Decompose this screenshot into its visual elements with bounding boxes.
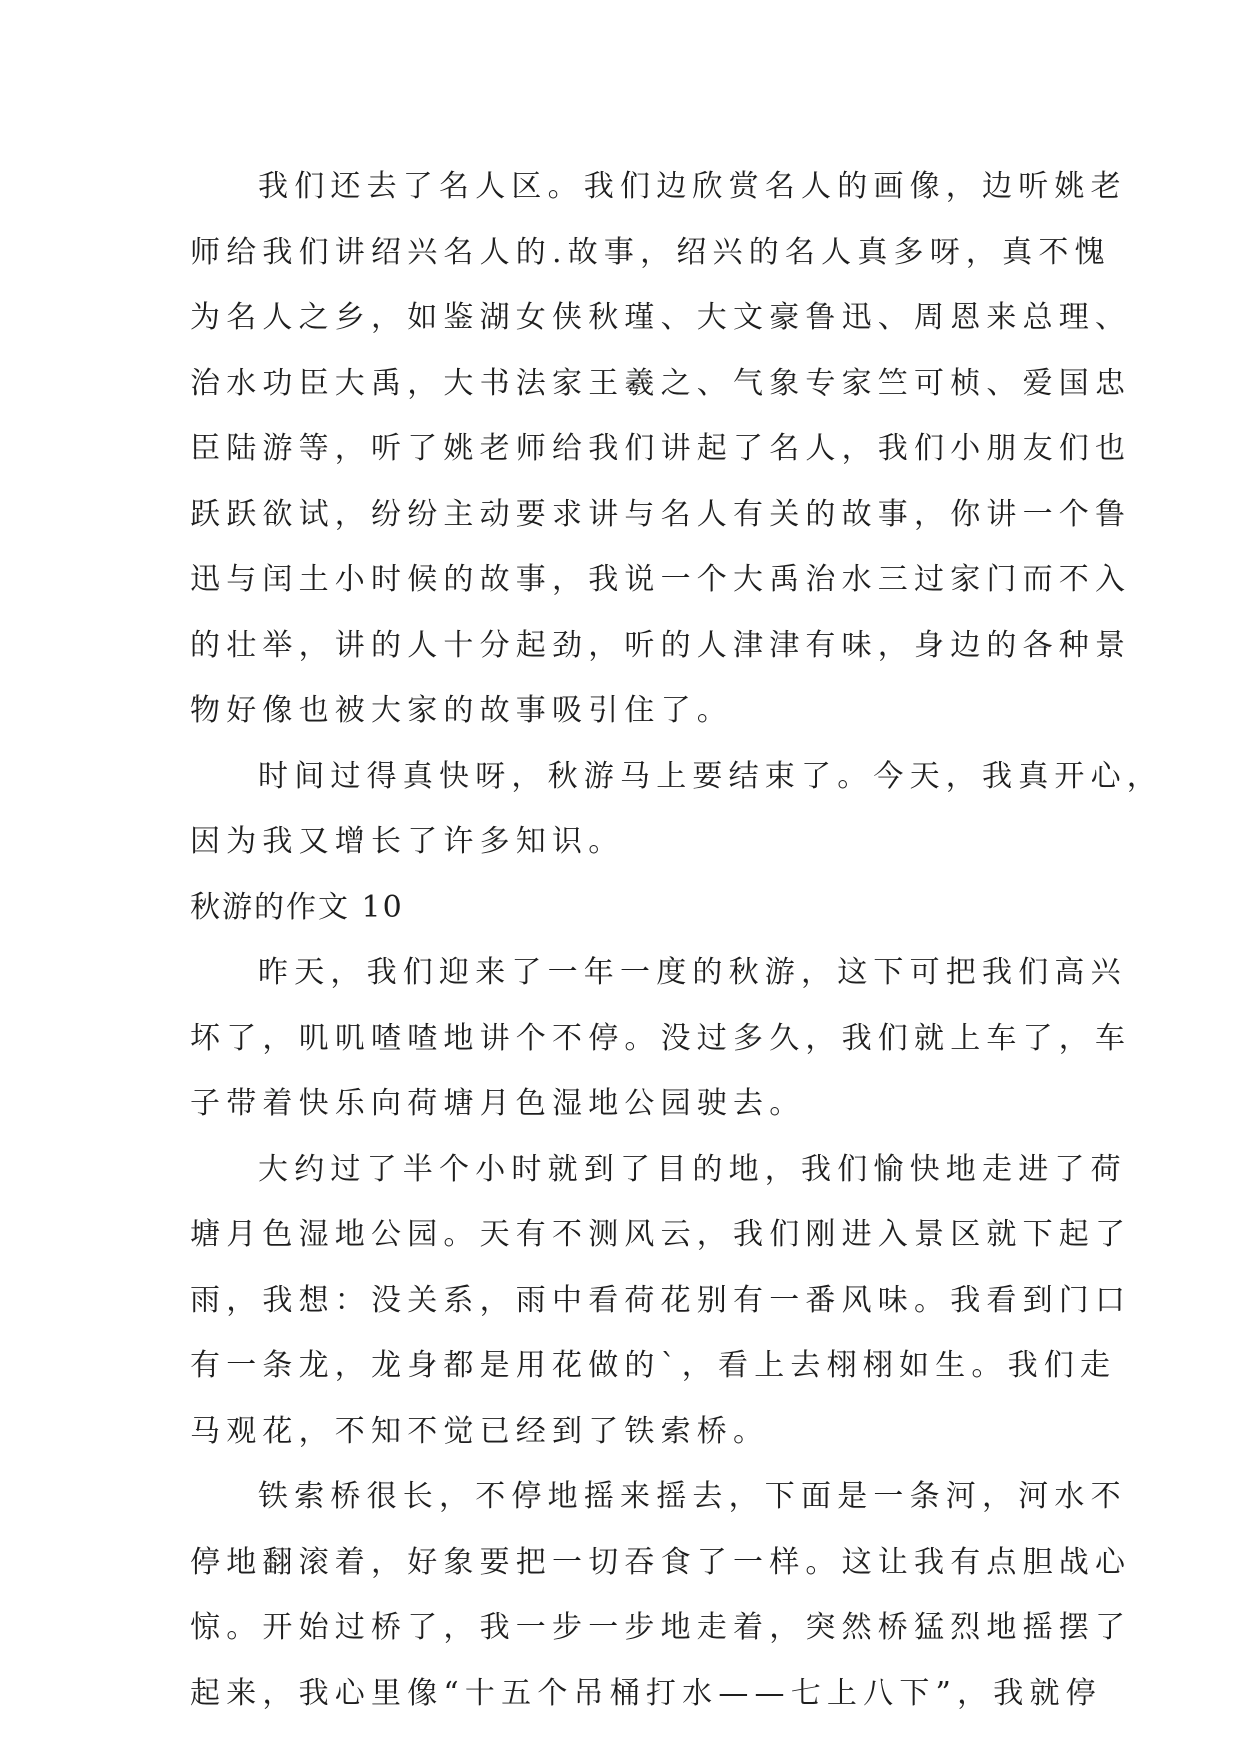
paragraph-line: 坏了，叽叽喳喳地讲个不停。没过多久，我们就上车了，车 [190,1020,1132,1056]
paragraph-line: 迅与闰土小时候的故事，我说一个大禹治水三过家门而不入 [190,562,1132,597]
paragraph-line: 塘月色湿地公园。天有不测风云，我们刚进入景区就下起了 [190,1217,1132,1252]
paragraph-line: 雨，我想：没关系，雨中看荷花别有一番风味。我看到门口 [190,1282,1132,1318]
paragraph-line: 子带着快乐向荷塘月色湿地公园驶去。 [190,1086,806,1121]
paragraph-line: 臣陆游等，听了姚老师给我们讲起了名人，我们小朋友们也 [190,431,1132,466]
paragraph-line: 马观花，不知不觉已经到了铁索桥。 [190,1413,770,1449]
section-heading: 秋游的作文 10 [190,889,404,925]
paragraph-line: 因为我又增长了许多知识。 [190,824,625,859]
paragraph-line: 起来，我心里像“十五个吊桶打水——七上八下”，我就停 [190,1675,1102,1711]
paragraph-line: 惊。开始过桥了，我一步一步地走着，突然桥猛烈地摇摆了 [190,1610,1132,1645]
paragraph-line: 师给我们讲绍兴名人的.故事，绍兴的名人真多呀，真不愧 [190,234,1111,270]
paragraph-line: 有一条龙，龙身都是用花做的`，看上去栩栩如生。我们走 [190,1348,1117,1383]
paragraph-line: 的壮举，讲的人十分起劲，听的人津津有味，身边的各种景 [190,627,1132,663]
document-body [190,154,1163,1726]
paragraph-line: 时间过得真快呀，秋游马上要结束了。今天，我真开心， [258,758,1163,794]
paragraph-line: 治水功臣大禹，大书法家王羲之、气象专家竺可桢、爱国忠 [190,365,1132,401]
paragraph-line: 大约过了半个小时就到了目的地，我们愉快地走进了荷 [258,1151,1127,1187]
paragraph-line: 昨天，我们迎来了一年一度的秋游，这下可把我们高兴 [258,955,1127,990]
paragraph-line: 为名人之乡，如鉴湖女侠秋瑾、大文豪鲁迅、周恩来总理、 [190,300,1132,335]
paragraph-line: 停地翻滚着，好象要把一切吞食了一样。这让我有点胆战心 [190,1544,1132,1580]
paragraph-line: 铁索桥很长，不停地摇来摇去，下面是一条河，河水不 [258,1479,1127,1514]
paragraph-line: 物好像也被大家的故事吸引住了。 [190,693,733,728]
paragraph-line: 跃跃欲试，纷纷主动要求讲与名人有关的故事，你讲一个鲁 [190,496,1132,532]
paragraph-line: 我们还去了名人区。我们边欣赏名人的画像，边听姚老 [258,169,1127,204]
